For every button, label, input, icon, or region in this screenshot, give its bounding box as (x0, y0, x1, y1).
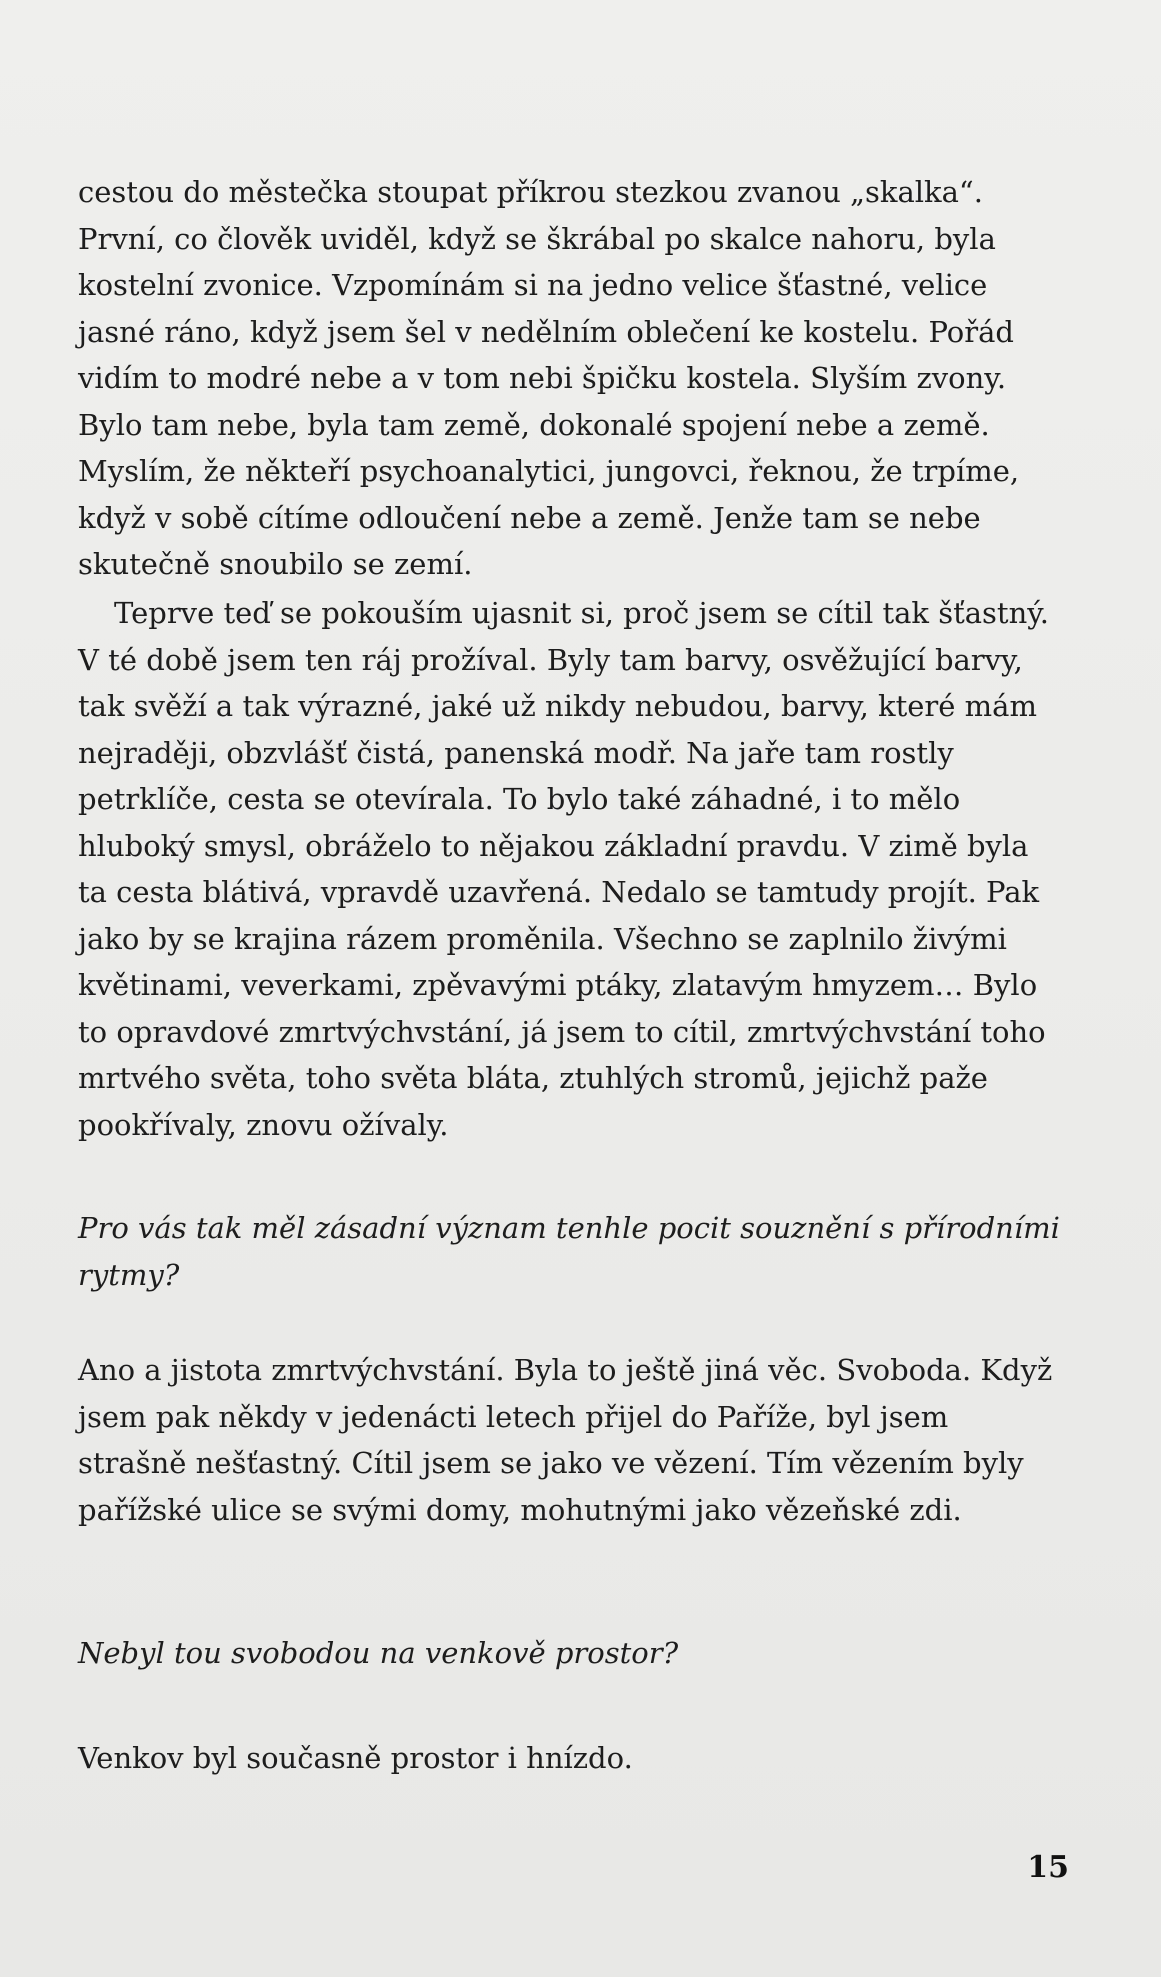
paragraph-2: Teprve teď se pokouším ujasnit si, proč jsem se cítil tak šťastný. V té době jsem ten ráj prožíval. Byly tam barvy, osvěžující barvy, tak svěží a tak výrazné, jaké už nikdy nebudou, barvy, které mám nejraději, obzvlášť čistá, panenská modř. Na jaře tam rostly petrklíče, cesta se otevírala. To bylo také záhadné, i to mělo hluboký smysl, obráželo to nějakou základní pravdu. V zimě byla ta cesta blátivá, vpravdě uzavřená. Nedalo se tamtudy projít. Pak jako by se krajina rázem proměnila. Všechno se zaplnilo živými květinami, veverkami, zpěvavými ptáky, zlatavým hmyzem… Bylo to opravdové zmrtvýchvstání, já jsem to cítil, zmrtvýchvstání toho mrtvého světa, toho světa bláta, ztuhlých stromů, jejichž paže pookřívaly, znovu ožívaly. (78, 596, 1049, 1142)
interview-question-1: Pro vás tak měl zásadní význam tenhle pocit souznění s přírodními rytmy? (78, 1211, 1060, 1292)
paragraph-1: cestou do městečka stoupat příkrou stezkou zvanou „skalka“. První, co člověk uviděl, když se škrábal po skalce nahoru, byla kostelní zvonice. Vzpomínám si na jedno velice šťastné, velice jasné ráno, když jsem šel v nedělním oblečení ke kostelu. Pořád vidím to modré nebe a v tom nebi špičku kostela. Slyším zvony. Bylo tam nebe, byla tam země, dokonalé spojení nebe a země. Myslím, že někteří psychoanalytici, jungovci, řeknou, že trpíme, když v sobě cítíme odloučení nebe a země. Jenže tam se nebe skutečně snoubilo se zemí. (78, 175, 1020, 581)
page-number: 15 (1027, 1850, 1069, 1885)
interview-question-2: Nebyl tou svobodou na venkově prostor? (78, 1636, 679, 1670)
interview-answer-2: Venkov byl současně prostor i hnízdo. (78, 1741, 633, 1775)
interview-answer-1: Ano a jistota zmrtvýchvstání. Byla to ještě jiná věc. Svoboda. Když jsem pak někdy v jedenácti letech přijel do Paříže, byl jsem strašně nešťastný. Cítil jsem se jako ve vězení. Tím vězením byly pařížské ulice se svými domy, mohutnými jako vězeňské zdi. (78, 1353, 1053, 1527)
